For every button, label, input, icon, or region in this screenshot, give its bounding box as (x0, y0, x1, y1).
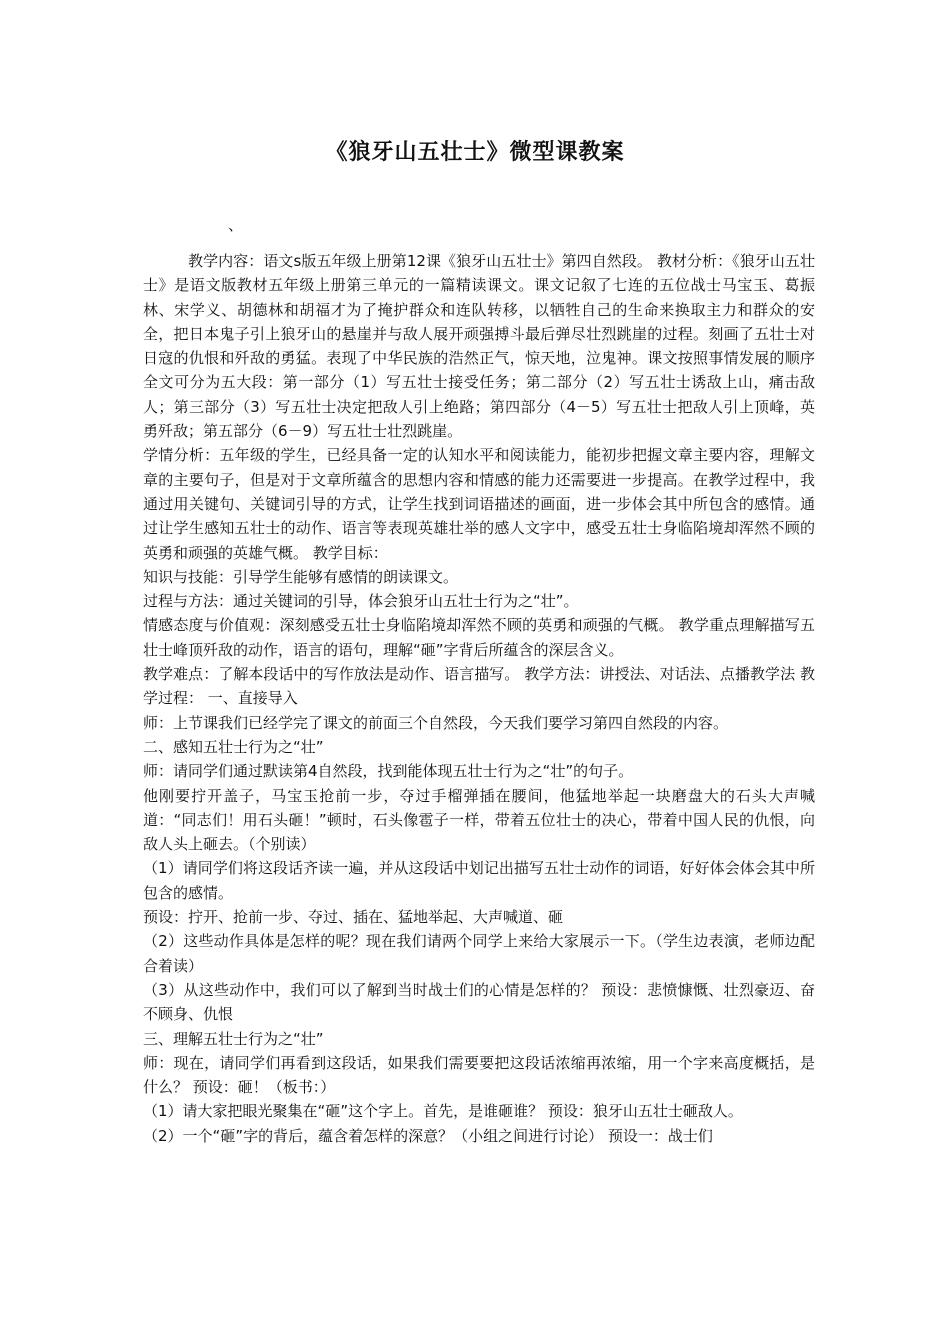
paragraph: （1）请同学们将这段话齐读一遍，并从这段话中划记出描写五壮士动作的词语，好好体会体会其中所包含的感情。 (143, 859, 815, 902)
paragraph: 知识与技能：引导学生能够有感情的朗读课文。 (143, 567, 459, 586)
section-heading: 二、感知五壮士行为之“壮” (143, 737, 324, 756)
paragraph: 师：请同学们通过默读第4自然段，找到能体现五壮士行为之“壮”的句子。 (143, 762, 634, 781)
document-title: 《狼牙山五壮士》微型课教案 (325, 140, 625, 165)
paragraph: （3）从这些动作中，我们可以了解到当时战士们的心情是怎样的？ 预设：悲愤慷慨、壮烈豪迈、奋不顾身、仇恨 (143, 980, 815, 1024)
paragraph: 他刚要拧开盖子，马宝玉抢前一步，夺过手榴弹插在腰间，他猛地举起一块磨盘大的石头大声喊道：“同志们！用石头砸！”顿时，石头像雹子一样，带着五位壮士的决心，带着中国人民的仇恨，向敌人头上砸去。（个别读） (143, 786, 815, 854)
paragraph: （2）这些动作具体是怎样的呢？现在我们请两个同学上来给大家展示一下。（学生边表演，老师边配合着读） (143, 932, 815, 975)
paragraph: 情感态度与价值观：深刻感受五壮士身临陷境却浑然不顾的英勇和顽强的气概。 教学重点理解描写五壮士峰顶歼敌的动作，语言的语句，理解“砸”字背后所蕴含的深层含义。 (143, 616, 815, 659)
document-body (143, 249, 815, 1148)
paragraph: 预设：拧开、抢前一步、夺过、插在、猛地举起、大声喊道、砸 (143, 908, 564, 927)
paragraph: 师：上节课我们已经学完了课文的前面三个自然段，今天我们要学习第四自然段的内容。 (143, 713, 729, 732)
paragraph: 师：现在，请同学们再看到这段话，如果我们需要要把这段话浓缩再浓缩，用一个字来高度概括，是什么？ 预设：砸！（板书：） (143, 1053, 815, 1097)
stray-mark: 、 (228, 216, 244, 234)
paragraph: 教学内容：语文s版五年级上册第12课《狼牙山五壮士》第四自然段。 教材分析：《狼牙山五壮士》是语文版教材五年级上册第三单元的一篇精读课文。课文记叙了七连的五位战士马宝玉、葛振林、宋学义、胡德林和胡福才为了掩护群众和连队转移，以牺牲自己的生命来换取主力和群众的安全，把日本鬼子引上狼牙山的悬崖并与敌人展开顽强搏斗最后弹尽壮烈跳崖的过程。刻画了五壮士对日寇的仇恨和歼敌的勇猛。表现了中华民族的浩然正气，惊天地，泣鬼神。课文按照事情发展的顺序全文可分为五大段：第一部分（1）写五壮士接受任务；第二部分（2）写五壮士诱敌上山，痛击敌人；第三部分（3）写五壮士决定把敌人引上绝路；第四部分（4－5）写五壮士把敌人引上顶峰，英勇歼敌；第五部分（6－9）写五壮士壮烈跳崖。 (143, 252, 815, 441)
paragraph: （2）一个“砸”字的背后，蕴含着怎样的深意？（小组之间进行讨论） 预设一：战士们 (143, 1126, 713, 1145)
paragraph: 过程与方法：通过关键词的引导，体会狼牙山五壮士行为之“壮”。 (143, 592, 579, 611)
paragraph: （1）请大家把眼光聚集在“砸”这个字上。首先，是谁砸谁？ 预设：狼牙山五壮士砸敌人。 (143, 1102, 743, 1121)
paragraph: 学情分析：五年级的学生，已经具备一定的认知水平和阅读能力，能初步把握文章主要内容，理解文章的主要句子，但是对于文章所蕴含的思想内容和情感的能力还需要进一步提高。在教学过程中，我通过用关键句、关键词引导的方式，让学生找到词语描述的画面，进一步体会其中所包含的感情。通过让学生感知五壮士的动作、语言等表现英雄壮举的感人文字中，感受五壮士身临陷境却浑然不顾的英勇和顽强的英雄气概。 教学目标： (143, 446, 815, 562)
paragraph: 教学难点：了解本段话中的写作放法是动作、语言描写。 教学方法：讲授法、对话法、点播教学法 教学过程： 一、直接导入 (143, 665, 815, 708)
section-heading: 三、理解五壮士行为之“壮” (143, 1029, 324, 1048)
